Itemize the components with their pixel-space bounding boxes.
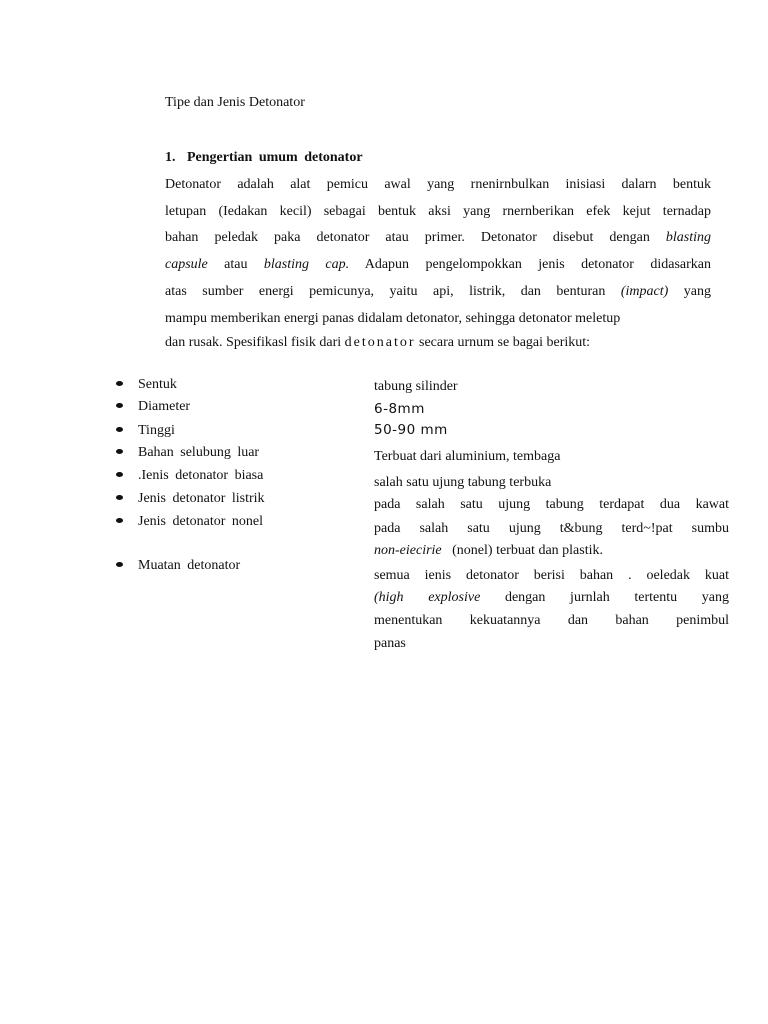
paragraph-text: dan rusak. Spesifikasl fisik dari bbox=[165, 335, 342, 350]
spec-label bbox=[116, 422, 175, 440]
spec-label bbox=[116, 513, 263, 531]
spec-value-text: dengan jurnlah tertentu yang bbox=[504, 590, 729, 605]
spec-value: panas bbox=[374, 636, 406, 651]
section-heading-text: Pengertian umum detonator bbox=[187, 150, 363, 165]
spec-value bbox=[374, 496, 729, 514]
spec-label bbox=[116, 490, 265, 508]
bullet-icon bbox=[116, 381, 123, 386]
spec-value-italic-text: non-eiecirie bbox=[374, 543, 442, 558]
bullet-icon bbox=[116, 562, 123, 567]
bullet-icon bbox=[116, 518, 123, 523]
bullet-icon bbox=[116, 427, 123, 432]
spec-value bbox=[374, 589, 729, 607]
paragraph-line bbox=[165, 310, 711, 328]
spec-label-text: Muatan detonator bbox=[138, 558, 241, 573]
spec-label bbox=[116, 467, 263, 485]
paragraph-text: bahan peledak paka detonator atau primer. Detonator disebut dengan bbox=[165, 230, 650, 245]
paragraph-line bbox=[165, 176, 711, 194]
paragraph-text: Adapun pengelompokkan jenis detonator didasarkan bbox=[364, 257, 711, 272]
paragraph-line bbox=[165, 334, 711, 352]
spec-value: Terbuat dari aluminium, tembaga bbox=[374, 449, 561, 464]
spec-value bbox=[374, 567, 729, 585]
spec-label-text: Tinggi bbox=[138, 423, 175, 438]
spec-value-text: pada salah satu ujung tabung terdapat dua kawat bbox=[374, 497, 729, 512]
spec-value: 6-8mm bbox=[374, 401, 425, 417]
paragraph-text: secara urnum se bagai berikut: bbox=[419, 335, 591, 350]
spec-label bbox=[116, 376, 177, 394]
paragraph-text: atas sumber energi pemicunya, yaitu api, listrik, dan benturan bbox=[165, 284, 606, 299]
bullet-icon bbox=[116, 449, 123, 454]
spec-value bbox=[374, 520, 729, 538]
paragraph-italic-text: blasting cap. bbox=[263, 257, 350, 272]
paragraph-line bbox=[165, 256, 711, 274]
spec-value: salah satu ujung tabung terbuka bbox=[374, 475, 552, 490]
paragraph-text: atau bbox=[224, 257, 248, 272]
section-heading bbox=[165, 150, 363, 166]
paragraph-line bbox=[165, 283, 711, 301]
spec-value bbox=[374, 612, 729, 630]
spec-label bbox=[116, 398, 190, 416]
spec-value-text: menentukan kekuatannya dan bahan penimbul bbox=[374, 613, 729, 628]
spec-label-text: Diameter bbox=[138, 399, 191, 414]
spec-value: 50-90 mm bbox=[374, 422, 448, 438]
bullet-icon bbox=[116, 403, 123, 408]
spec-label-text: Jenis detonator nonel bbox=[138, 514, 263, 529]
spec-value-italic-text: (high bbox=[374, 590, 404, 605]
spec-value bbox=[374, 542, 729, 560]
spec-value-text: pada salah satu ujung t&bung terd~!pat sumbu bbox=[374, 521, 729, 536]
bullet-icon bbox=[116, 495, 123, 500]
paragraph-italic-text: (impact) bbox=[620, 284, 669, 299]
spec-label-text: Bahan selubung luar bbox=[138, 445, 260, 460]
spec-label bbox=[116, 557, 240, 575]
paragraph-spaced-text: detonator bbox=[344, 335, 416, 350]
paragraph-text: mampu memberikan energi panas didalam detonator, sehingga detonator meletup bbox=[165, 311, 621, 326]
spec-label bbox=[116, 444, 259, 462]
paragraph-text: letupan (Iedakan kecil) sebagai bentuk aksi yang rnernberikan efek kejut ternadap bbox=[165, 204, 711, 219]
document-title: Tipe dan Jenis Detonator bbox=[165, 95, 305, 110]
paragraph-line bbox=[165, 229, 711, 247]
spec-value-text: (nonel) terbuat dan plastik. bbox=[452, 543, 603, 558]
paragraph-line bbox=[165, 203, 711, 221]
spec-value-text: semua ienis detonator berisi bahan . oeledak kuat bbox=[374, 568, 729, 583]
spec-value-italic-text: explosive bbox=[428, 590, 481, 605]
spec-label-text: .Ienis detonator biasa bbox=[138, 468, 264, 483]
spec-label-text: Sentuk bbox=[138, 377, 177, 392]
paragraph-text: Detonator adalah alat pemicu awal yang rnenirnbulkan inisiasi dalarn bentuk bbox=[165, 177, 711, 192]
paragraph-text: yang bbox=[683, 284, 712, 299]
spec-value: tabung silinder bbox=[374, 379, 458, 394]
paragraph-italic-text: capsule bbox=[165, 257, 208, 272]
section-number: 1. bbox=[165, 150, 176, 165]
spec-label-text: Jenis detonator listrik bbox=[138, 491, 265, 506]
paragraph-italic-text: blasting bbox=[665, 230, 711, 245]
bullet-icon bbox=[116, 472, 123, 477]
